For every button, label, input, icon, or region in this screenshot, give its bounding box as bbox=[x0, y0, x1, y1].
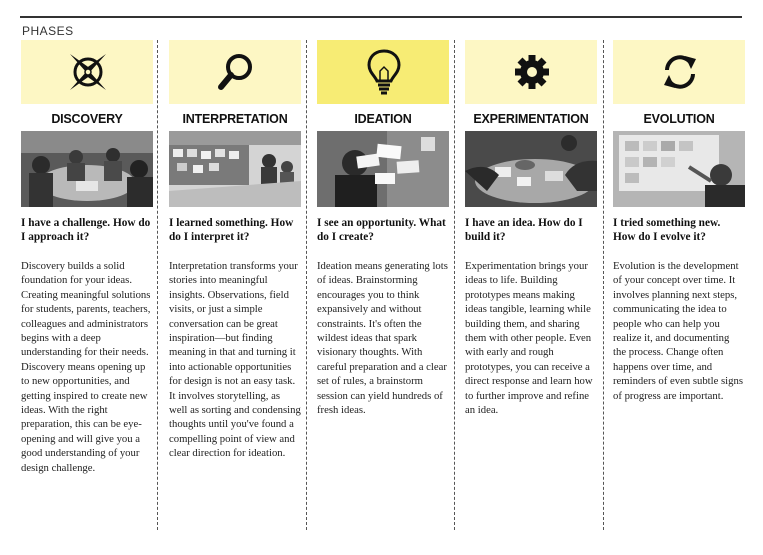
phase-title: EVOLUTION bbox=[643, 112, 715, 126]
phase-description: Interpretation transforms your stories into meaningful insights. Observations, field visits, or just a simple conversation can be great inspiration—but finding meaning in that and turning it into actionable opportunities for design is not an easy task. It involves storytelling, as well as sorting and condensing thoughts until you've found a compelling point of view and clear direction for ideation. bbox=[169, 260, 301, 460]
phase-title: DISCOVERY bbox=[51, 112, 123, 126]
column-divider bbox=[157, 40, 158, 530]
phase-question: I have an idea. How do I build it? bbox=[465, 217, 583, 243]
phase-question: I have a challenge. How do I approach it? bbox=[21, 217, 151, 243]
phase-description: Ideation means generating lots of ideas. Brainstorming encourages you to think expansively and without constraints. It's often the wildest ideas that spark visionary thoughts. With careful preparation and a clear set of rules, a brainstorm session can yield hundreds of fresh ideas. bbox=[317, 260, 448, 417]
phase-photo bbox=[21, 131, 153, 207]
phase-title: IDEATION bbox=[354, 112, 412, 126]
gear-icon bbox=[511, 47, 553, 97]
phase-column-ideation bbox=[317, 40, 449, 417]
phase-question: I see an opportunity. What do I create? bbox=[317, 217, 446, 243]
phase-column-discovery bbox=[21, 40, 153, 475]
phase-photo bbox=[613, 131, 745, 207]
phase-photo bbox=[465, 131, 597, 207]
phase-photo bbox=[169, 131, 301, 207]
phase-title: INTERPRETATION bbox=[182, 112, 288, 126]
icon-panel bbox=[317, 40, 449, 104]
column-divider bbox=[306, 40, 307, 530]
phase-question: I tried something new. How do I evolve it? bbox=[613, 217, 721, 243]
column-divider bbox=[454, 40, 455, 530]
compass-icon bbox=[67, 47, 109, 97]
cycle-arrows-icon bbox=[659, 47, 701, 97]
magnifier-icon bbox=[215, 47, 257, 97]
phase-description: Evolution is the development of your concept over time. It involves planning next steps, communicating the idea to people who can help you realize it, and documenting the process. Change often happens over time, and reminders of even subtle signs of progress are important. bbox=[613, 260, 744, 402]
phases-heading: PHASES bbox=[22, 24, 74, 38]
icon-panel bbox=[169, 40, 301, 104]
phase-description: Discovery builds a solid foundation for your ideas. Creating meaningful solutions for students, parents, teachers, colleagues and administrators begins with a deep understanding for their needs. Discovery means opening up to new opportunities, and getting inspired to create new ideas. With the right preparation, this can be eye-opening and will give you a good understanding of your design challenge. bbox=[21, 260, 151, 474]
icon-panel bbox=[21, 40, 153, 104]
phase-question: I learned something. How do I interpret it? bbox=[169, 217, 294, 243]
top-rule bbox=[20, 16, 742, 18]
icon-panel bbox=[465, 40, 597, 104]
phase-column-experimentation bbox=[465, 40, 597, 417]
phase-column-evolution bbox=[613, 40, 745, 403]
phase-photo bbox=[317, 131, 449, 207]
phase-description: Experimentation brings your ideas to life. Building prototypes means making ideas tangible, learning while building them, and sharing them with other people. Even with early and rough prototypes, you can receive a direct response and learn how to further improve and refine an idea. bbox=[465, 260, 593, 417]
column-divider bbox=[603, 40, 604, 530]
phase-column-interpretation bbox=[169, 40, 301, 461]
icon-panel bbox=[613, 40, 745, 104]
phase-title: EXPERIMENTATION bbox=[473, 112, 589, 126]
lightbulb-icon bbox=[363, 47, 405, 97]
